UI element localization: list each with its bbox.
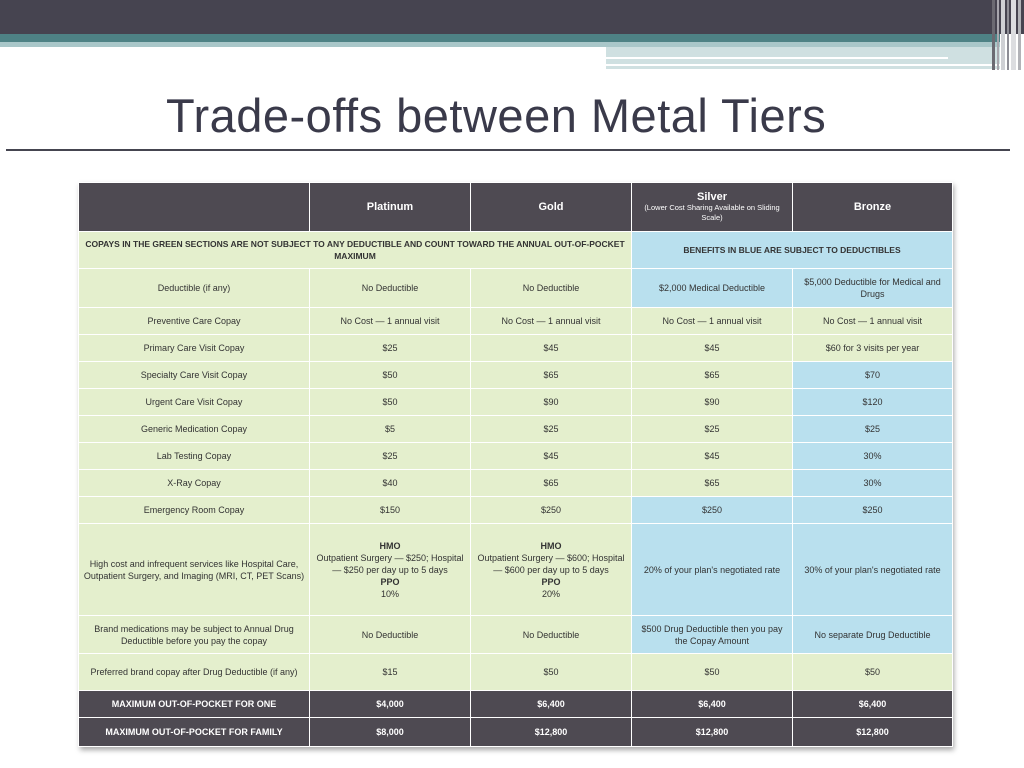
table-row: [79, 497, 953, 524]
gold-hmo-label: HMO: [540, 540, 562, 551]
table-row: [79, 389, 953, 416]
cell-silver: No Cost — 1 annual visit: [632, 308, 793, 335]
cell-gold: $65: [471, 362, 632, 389]
cell-platinum: $25: [310, 335, 471, 362]
table-row: [79, 416, 953, 443]
cell-silver: $500 Drug Deductible then you pay the Copay Amount: [632, 616, 793, 654]
cell-platinum: $25: [310, 443, 471, 470]
green-note: COPAYS IN THE GREEN SECTIONS ARE NOT SUBJECT TO ANY DEDUCTIBLE AND COUNT TOWARD THE ANNUAL OUT-OF-POCKET MAXIMUM: [79, 232, 632, 269]
max-family-row: [79, 718, 953, 747]
row-label: Lab Testing Copay: [79, 443, 310, 470]
comparison-table-container: [78, 182, 952, 747]
cell-platinum: $5: [310, 416, 471, 443]
table-row-high-cost: [79, 524, 953, 616]
cell-gold: No Deductible: [471, 269, 632, 308]
cell-silver: $12,800: [632, 718, 793, 747]
cell-platinum: No Cost — 1 annual visit: [310, 308, 471, 335]
table-row: [79, 308, 953, 335]
cell-gold: $45: [471, 443, 632, 470]
slide-title: Trade-offs between Metal Tiers: [166, 89, 827, 142]
cell-gold: $50: [471, 654, 632, 691]
cell-gold: $25: [471, 416, 632, 443]
cell-silver: $25: [632, 416, 793, 443]
table-row: [79, 335, 953, 362]
cell-silver: $2,000 Medical Deductible: [632, 269, 793, 308]
cell-bronze: $250: [793, 497, 953, 524]
cell-bronze: $50: [793, 654, 953, 691]
cell-bronze: $25: [793, 416, 953, 443]
gold-hmo-text: Outpatient Surgery — $600; Hospital — $600 per day up to 5 days: [477, 552, 625, 575]
cell-bronze: 30%: [793, 443, 953, 470]
cell-platinum: $40: [310, 470, 471, 497]
row-label: Generic Medication Copay: [79, 416, 310, 443]
cell-gold: $65: [471, 470, 632, 497]
gold-ppo-pct: 20%: [541, 588, 560, 599]
cell-gold: $6,400: [471, 691, 632, 718]
header-gold: Gold: [471, 183, 632, 232]
row-label: Emergency Room Copay: [79, 497, 310, 524]
cell-platinum: $8,000: [310, 718, 471, 747]
cell-silver: 20% of your plan's negotiated rate: [632, 524, 793, 616]
cell-bronze: $60 for 3 visits per year: [793, 335, 953, 362]
table-row: [79, 362, 953, 389]
header-silver: Silver: [697, 191, 727, 203]
cell-platinum: $4,000: [310, 691, 471, 718]
cell-gold: No Cost — 1 annual visit: [471, 308, 632, 335]
cell-gold: [471, 524, 632, 616]
cell-silver: $45: [632, 335, 793, 362]
header-row: [79, 183, 953, 232]
cell-silver: $50: [632, 654, 793, 691]
cell-bronze: $70: [793, 362, 953, 389]
header-platinum: Platinum: [310, 183, 471, 232]
cell-silver: $65: [632, 470, 793, 497]
cell-bronze: 30%: [793, 470, 953, 497]
row-label: MAXIMUM OUT-OF-POCKET FOR FAMILY: [79, 718, 310, 747]
platinum-hmo-text: Outpatient Surgery — $250; Hospital — $250 per day up to 5 days: [316, 552, 464, 575]
max-one-row: [79, 691, 953, 718]
cell-bronze: 30% of your plan's negotiated rate: [793, 524, 953, 616]
top-banner: [0, 0, 1024, 34]
platinum-hmo-label: HMO: [379, 540, 401, 551]
table-row: [79, 269, 953, 308]
row-label: Brand medications may be subject to Annual Drug Deductible before you pay the copay: [79, 616, 310, 654]
cell-silver: $65: [632, 362, 793, 389]
cell-platinum: No Deductible: [310, 616, 471, 654]
cell-bronze: $6,400: [793, 691, 953, 718]
cell-silver: $250: [632, 497, 793, 524]
header-silver-note: (Lower Cost Sharing Available on Sliding Scale): [644, 203, 780, 222]
cell-gold: No Deductible: [471, 616, 632, 654]
cell-platinum: [310, 524, 471, 616]
row-label: X-Ray Copay: [79, 470, 310, 497]
platinum-ppo-label: PPO: [380, 576, 400, 587]
cell-platinum: No Deductible: [310, 269, 471, 308]
cell-gold: $12,800: [471, 718, 632, 747]
platinum-ppo-pct: 10%: [380, 588, 399, 599]
cell-platinum: $50: [310, 362, 471, 389]
cell-bronze: No separate Drug Deductible: [793, 616, 953, 654]
row-label: Urgent Care Visit Copay: [79, 389, 310, 416]
row-label: Preventive Care Copay: [79, 308, 310, 335]
metal-tiers-table: [78, 182, 953, 747]
cell-gold: $250: [471, 497, 632, 524]
title-underline: [6, 149, 1010, 151]
row-label: Preferred brand copay after Drug Deductible (if any): [79, 654, 310, 691]
row-label: Deductible (if any): [79, 269, 310, 308]
row-label: Specialty Care Visit Copay: [79, 362, 310, 389]
table-row-brand: [79, 616, 953, 654]
cell-platinum: $15: [310, 654, 471, 691]
table-row: [79, 443, 953, 470]
decor-line-2: [606, 64, 1000, 66]
cell-platinum: $50: [310, 389, 471, 416]
cell-silver: $6,400: [632, 691, 793, 718]
cell-gold: $90: [471, 389, 632, 416]
table-row: [79, 470, 953, 497]
row-label: High cost and infrequent services like Hospital Care, Outpatient Surgery, and Imaging (MRI, CT, PET Scans): [79, 524, 310, 616]
row-label: Primary Care Visit Copay: [79, 335, 310, 362]
cell-platinum: $150: [310, 497, 471, 524]
cell-bronze: $120: [793, 389, 953, 416]
cell-bronze: No Cost — 1 annual visit: [793, 308, 953, 335]
legend-row: [79, 232, 953, 269]
cell-silver: $45: [632, 443, 793, 470]
header-blank: [79, 183, 310, 232]
decor-line: [606, 57, 948, 59]
blue-note: BENEFITS IN BLUE ARE SUBJECT TO DEDUCTIBLES: [632, 232, 953, 269]
header-silver-cell: [632, 183, 793, 232]
cell-bronze: $12,800: [793, 718, 953, 747]
cell-silver: $90: [632, 389, 793, 416]
row-label: MAXIMUM OUT-OF-POCKET FOR ONE: [79, 691, 310, 718]
cell-bronze: $5,000 Deductible for Medical and Drugs: [793, 269, 953, 308]
table-row-preferred: [79, 654, 953, 691]
gold-ppo-label: PPO: [541, 576, 561, 587]
corner-stripes: [992, 0, 1024, 70]
cell-gold: $45: [471, 335, 632, 362]
teal-band: [0, 34, 1000, 42]
header-bronze: Bronze: [793, 183, 953, 232]
